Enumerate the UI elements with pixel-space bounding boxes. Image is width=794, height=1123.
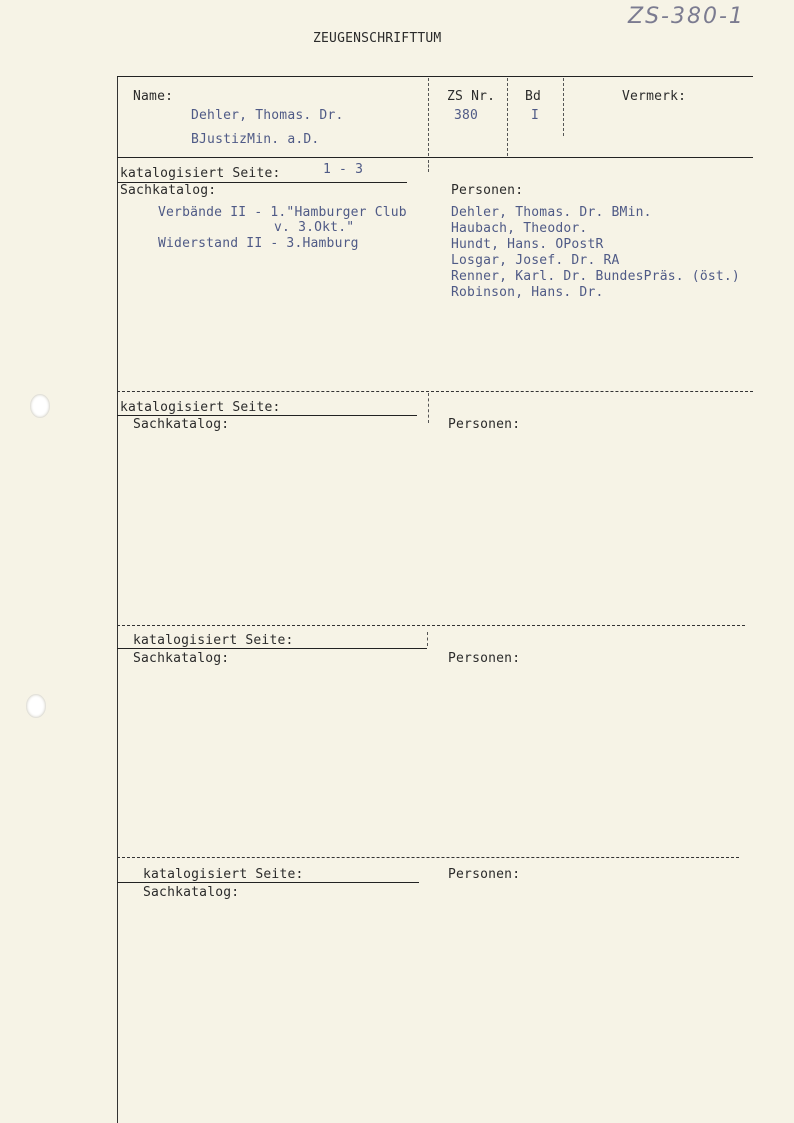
vermerk-label: Vermerk: xyxy=(622,89,687,104)
section4-top-rule xyxy=(117,857,739,858)
section1-person-3: Hundt, Hans. OPostR xyxy=(451,237,604,252)
name-value-line1: Dehler, Thomas. Dr. xyxy=(191,108,344,123)
bd-value: I xyxy=(531,108,540,123)
name-label: Name: xyxy=(133,89,174,104)
header-divider-1 xyxy=(428,78,429,156)
section3-kat-label: katalogisiert Seite: xyxy=(133,633,294,648)
section3-kat-underline xyxy=(117,648,427,649)
section4-kat-label: katalogisiert Seite: xyxy=(143,867,304,882)
section1-sach-line1: Verbände II - 1."Hamburger Club xyxy=(158,205,407,220)
section1-person-2: Haubach, Theodor. xyxy=(451,221,588,236)
section4-kat-underline xyxy=(117,882,419,883)
section1-sach-line2: v. 3.Okt." xyxy=(274,220,355,235)
section1-person-1: Dehler, Thomas. Dr. BMin. xyxy=(451,205,652,220)
zs-number-label: ZS Nr. xyxy=(447,89,496,104)
page-title: ZEUGENSCHRIFTTUM xyxy=(313,31,442,46)
zs-number-value: 380 xyxy=(454,108,479,123)
name-value-line2: BJustizMin. a.D. xyxy=(191,132,320,147)
section2-kat-label: katalogisiert Seite: xyxy=(120,400,281,415)
header-divider-2 xyxy=(507,78,508,156)
section1-top-rule xyxy=(117,157,753,158)
section4-personen-label: Personen: xyxy=(448,867,521,882)
section2-sach-label: Sachkatalog: xyxy=(133,417,230,432)
handwritten-archive-number: ZS-380-1 xyxy=(628,4,745,29)
section2-divider xyxy=(428,393,429,423)
section1-person-5: Renner, Karl. Dr. BundesPräs. (öst.) xyxy=(451,269,740,284)
section1-sach-line3: Widerstand II - 3.Hamburg xyxy=(158,236,359,251)
punch-hole-bottom xyxy=(26,694,46,718)
section3-sach-label: Sachkatalog: xyxy=(133,651,230,666)
section1-kat-label: katalogisiert Seite: xyxy=(120,166,281,181)
bd-label: Bd xyxy=(525,89,542,104)
header-top-rule xyxy=(117,76,753,77)
section1-personen-label: Personen: xyxy=(451,183,524,198)
section1-kat-value: 1 - 3 xyxy=(323,162,364,177)
section3-personen-label: Personen: xyxy=(448,651,521,666)
section2-top-rule xyxy=(117,391,753,392)
left-margin-line xyxy=(117,76,118,1123)
punch-hole-top xyxy=(30,394,50,418)
section1-sach-label: Sachkatalog: xyxy=(120,183,217,198)
section1-divider xyxy=(428,160,429,172)
section2-kat-underline xyxy=(117,415,417,416)
header-divider-3 xyxy=(563,78,564,136)
section1-person-4: Losgar, Josef. Dr. RA xyxy=(451,253,620,268)
section1-person-6: Robinson, Hans. Dr. xyxy=(451,285,604,300)
section3-top-rule xyxy=(117,625,745,626)
section3-divider xyxy=(427,632,428,646)
section2-personen-label: Personen: xyxy=(448,417,521,432)
section4-sach-label: Sachkatalog: xyxy=(143,885,240,900)
